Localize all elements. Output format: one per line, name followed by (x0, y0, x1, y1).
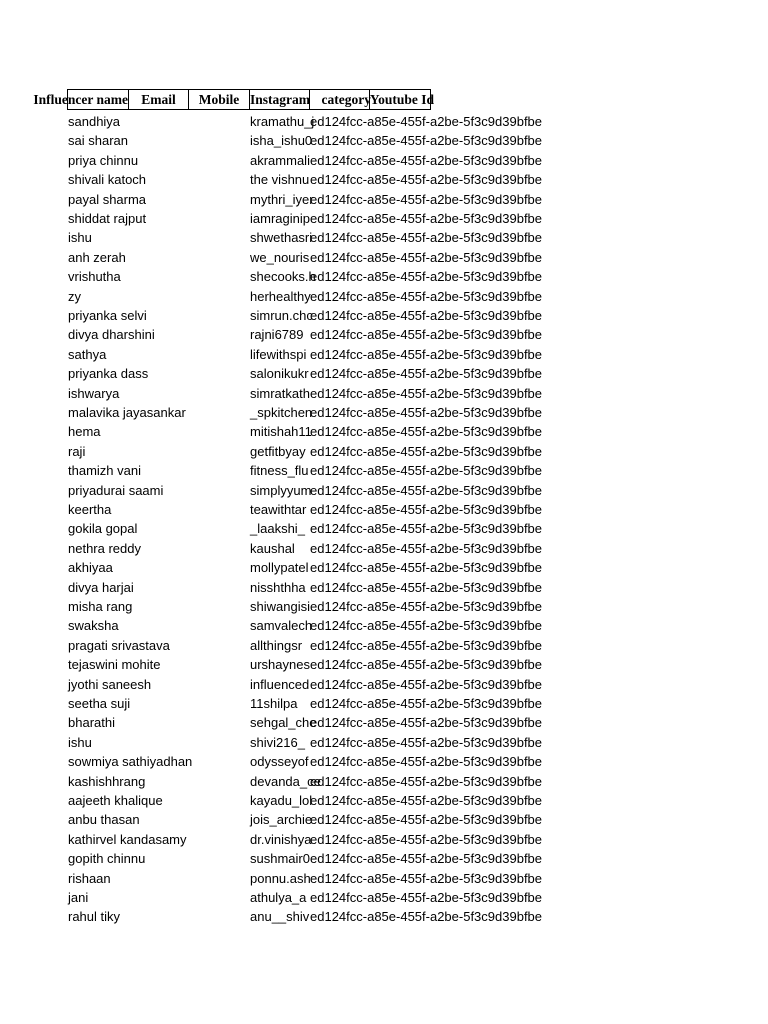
cell-instagram: shwethasri (250, 230, 313, 246)
cell-instagram: shivi216_ (250, 734, 305, 750)
cell-influencer-name: shiddat rajput (68, 211, 147, 226)
cell-instagram: rajni6789 (250, 327, 304, 343)
table-row (0, 481, 768, 500)
cell-influencer-name: gokila gopal (68, 521, 138, 537)
table-row (0, 403, 768, 422)
cell-influencer-name: kashishhrang (68, 773, 146, 789)
cell-influencer-name: keertha (68, 502, 112, 517)
table-row (0, 558, 768, 577)
cell-category: ed124fcc-a85e-455f-a2be-5f3c9d39bfbe (310, 909, 543, 925)
cell-instagram: jois_archie (250, 812, 313, 828)
cell-instagram: salonikukr (250, 366, 309, 382)
cell-instagram: getfitbyay (250, 443, 306, 459)
header-category (309, 89, 370, 110)
cell-instagram: mollypatel (250, 560, 309, 576)
cell-influencer-name: rishaan (68, 870, 111, 886)
table-row (0, 791, 768, 810)
cell-category: ed124fcc-a85e-455f-a2be-5f3c9d39bfbe (310, 579, 543, 595)
table-row (0, 694, 768, 713)
cell-instagram: simratkath (250, 385, 310, 401)
table-row (0, 733, 768, 752)
cell-influencer-name: priyanka dass (68, 366, 149, 382)
table-row (0, 713, 768, 732)
cell-instagram: akrammali (250, 152, 310, 168)
cell-category: ed124fcc-a85e-455f-a2be-5f3c9d39bfbe (310, 482, 543, 498)
cell-instagram: urshaynes (250, 657, 310, 673)
cell-influencer-name: ishu (68, 230, 92, 246)
cell-instagram: _laakshi_ (250, 521, 305, 537)
table-row (0, 306, 768, 325)
table-row (0, 675, 768, 694)
table-row (0, 190, 768, 209)
cell-influencer-name: anbu thasan (68, 812, 140, 828)
table-row (0, 500, 768, 519)
table-row (0, 287, 768, 306)
cell-influencer-name: raji (68, 443, 86, 459)
table-row (0, 578, 768, 597)
cell-influencer-name: seetha suji (68, 696, 131, 711)
cell-category: ed124fcc-a85e-455f-a2be-5f3c9d39bfbe (310, 773, 543, 789)
cell-category: ed124fcc-a85e-455f-a2be-5f3c9d39bfbe (310, 385, 543, 401)
header-youtube-id (369, 89, 434, 110)
table-row (0, 519, 768, 538)
cell-instagram: _spkitchen (250, 405, 313, 420)
cell-category: ed124fcc-a85e-455f-a2be-5f3c9d39bfbe (310, 502, 543, 517)
cell-instagram: kayadu_lol (250, 793, 313, 808)
cell-influencer-name: sandhiya (68, 114, 121, 129)
table-row (0, 597, 768, 616)
cell-category: ed124fcc-a85e-455f-a2be-5f3c9d39bfbe (310, 540, 543, 556)
cell-influencer-name: kathirvel kandasamy (68, 831, 187, 847)
cell-instagram: simrun.chc (250, 308, 313, 323)
cell-category: ed124fcc-a85e-455f-a2be-5f3c9d39bfbe (310, 288, 543, 304)
cell-influencer-name: bharathi (68, 715, 115, 731)
cell-instagram: we_nouris (250, 249, 310, 265)
cell-instagram: mitishah11 (250, 424, 312, 440)
cell-influencer-name: gopith chinnu (68, 851, 146, 867)
table-row (0, 810, 768, 829)
table-row (0, 209, 768, 228)
cell-instagram: shecooks.h (250, 269, 316, 285)
table-row (0, 442, 768, 461)
cell-category: ed124fcc-a85e-455f-a2be-5f3c9d39bfbe (310, 715, 543, 731)
cell-influencer-name: ishu (68, 734, 92, 750)
cell-influencer-name: payal sharma (68, 191, 147, 207)
cell-category: ed124fcc-a85e-455f-a2be-5f3c9d39bfbe (310, 637, 543, 653)
cell-instagram: ponnu.ash (250, 870, 311, 886)
table-row (0, 752, 768, 771)
cell-category: ed124fcc-a85e-455f-a2be-5f3c9d39bfbe (310, 599, 543, 614)
cell-influencer-name: jani (68, 890, 89, 905)
header-influencer-name-text: Influencer name (33, 92, 128, 107)
table-row (0, 539, 768, 558)
table-row (0, 772, 768, 791)
cell-instagram: samvalech (250, 618, 313, 634)
table-row (0, 616, 768, 635)
cell-category: ed124fcc-a85e-455f-a2be-5f3c9d39bfbe (310, 890, 543, 905)
cell-category: ed124fcc-a85e-455f-a2be-5f3c9d39bfbe (310, 211, 543, 226)
cell-instagram: sushmair0 (250, 851, 310, 867)
cell-category: ed124fcc-a85e-455f-a2be-5f3c9d39bfbe (310, 754, 543, 770)
table-row (0, 849, 768, 868)
cell-instagram: athulya_a (250, 890, 307, 905)
cell-influencer-name: sai sharan (68, 133, 128, 149)
table-row (0, 131, 768, 150)
cell-category: ed124fcc-a85e-455f-a2be-5f3c9d39bfbe (310, 133, 543, 149)
cell-instagram: teawithtar (250, 502, 307, 517)
cell-influencer-name: priyanka selvi (68, 308, 147, 323)
cell-instagram: isha_ishu0 (250, 133, 313, 149)
cell-influencer-name: swaksha (68, 618, 119, 634)
cell-influencer-name: shivali katoch (68, 172, 147, 188)
cell-instagram: simplyyum (250, 482, 312, 498)
table-row (0, 888, 768, 907)
cell-influencer-name: zy (68, 288, 81, 304)
cell-influencer-name: anh zerah (68, 249, 126, 265)
cell-instagram: 11shilpa (250, 696, 298, 711)
cell-category: ed124fcc-a85e-455f-a2be-5f3c9d39bfbe (310, 812, 543, 828)
cell-category: ed124fcc-a85e-455f-a2be-5f3c9d39bfbe (310, 560, 543, 576)
cell-instagram: iamraginip (250, 211, 310, 226)
cell-influencer-name: sathya (68, 346, 107, 362)
cell-influencer-name: jyothi saneesh (68, 676, 152, 692)
header-youtube-id-text: Youtube Id (369, 92, 434, 107)
table-row (0, 422, 768, 441)
table-row (0, 830, 768, 849)
cell-category: ed124fcc-a85e-455f-a2be-5f3c9d39bfbe (310, 152, 543, 168)
table-row (0, 364, 768, 383)
table-row (0, 170, 768, 189)
cell-category: ed124fcc-a85e-455f-a2be-5f3c9d39bfbe (310, 870, 543, 886)
cell-instagram: shiwangisi (250, 599, 310, 614)
table-row (0, 384, 768, 403)
cell-instagram: the vishnu (250, 172, 310, 188)
cell-category: ed124fcc-a85e-455f-a2be-5f3c9d39bfbe (310, 249, 543, 265)
header-instagram-text: Instagram (250, 92, 310, 107)
cell-influencer-name: priyadurai saami (68, 482, 164, 498)
cell-influencer-name: vrishutha (68, 269, 121, 285)
cell-instagram: anu__shiv (250, 909, 310, 925)
cell-category: ed124fcc-a85e-455f-a2be-5f3c9d39bfbe (310, 424, 543, 440)
cell-category: ed124fcc-a85e-455f-a2be-5f3c9d39bfbe (310, 114, 543, 129)
cell-category: ed124fcc-a85e-455f-a2be-5f3c9d39bfbe (310, 831, 543, 847)
cell-instagram: odysseyof (250, 754, 309, 770)
table-row (0, 345, 768, 364)
cell-category: ed124fcc-a85e-455f-a2be-5f3c9d39bfbe (310, 191, 543, 207)
cell-influencer-name: pragati srivastava (68, 637, 170, 653)
cell-influencer-name: misha rang (68, 599, 133, 614)
cell-category: ed124fcc-a85e-455f-a2be-5f3c9d39bfbe (310, 521, 543, 537)
cell-category: ed124fcc-a85e-455f-a2be-5f3c9d39bfbe (310, 308, 543, 323)
cell-category: ed124fcc-a85e-455f-a2be-5f3c9d39bfbe (310, 366, 543, 382)
cell-influencer-name: hema (68, 424, 101, 440)
cell-instagram: sehgal_che (250, 715, 317, 731)
cell-category: ed124fcc-a85e-455f-a2be-5f3c9d39bfbe (310, 676, 543, 692)
header-email-text: Email (141, 92, 176, 107)
table-row (0, 655, 768, 674)
cell-influencer-name: divya harjai (68, 579, 134, 595)
cell-influencer-name: ishwarya (68, 385, 120, 401)
cell-category: ed124fcc-a85e-455f-a2be-5f3c9d39bfbe (310, 734, 543, 750)
table-header (33, 89, 667, 110)
cell-instagram: dr.vinishya (250, 831, 312, 847)
cell-instagram: herhealthy (250, 288, 311, 304)
cell-category: ed124fcc-a85e-455f-a2be-5f3c9d39bfbe (310, 851, 543, 867)
table-row (0, 869, 768, 888)
cell-instagram: devanda_ce (250, 773, 321, 789)
cell-instagram: kaushal (250, 540, 295, 556)
cell-category: ed124fcc-a85e-455f-a2be-5f3c9d39bfbe (310, 793, 543, 808)
cell-category: ed124fcc-a85e-455f-a2be-5f3c9d39bfbe (310, 269, 543, 285)
table-row (0, 112, 768, 131)
header-instagram (249, 89, 310, 110)
header-mobile (188, 89, 250, 110)
table-row (0, 228, 768, 247)
cell-category: ed124fcc-a85e-455f-a2be-5f3c9d39bfbe (310, 346, 543, 362)
header-influencer-name (33, 89, 129, 110)
table-row (0, 151, 768, 170)
table-row (0, 636, 768, 655)
cell-category: ed124fcc-a85e-455f-a2be-5f3c9d39bfbe (310, 696, 543, 711)
cell-instagram: mythri_iyer (250, 191, 314, 207)
cell-category: ed124fcc-a85e-455f-a2be-5f3c9d39bfbe (310, 618, 543, 634)
header-mobile-text: Mobile (198, 92, 240, 107)
header-email (128, 89, 189, 110)
cell-influencer-name: priya chinnu (68, 152, 139, 168)
cell-instagram: fitness_flu (250, 463, 309, 479)
table-row (0, 267, 768, 286)
cell-category: ed124fcc-a85e-455f-a2be-5f3c9d39bfbe (310, 327, 543, 343)
table-row (0, 461, 768, 480)
table-row (0, 325, 768, 344)
cell-category: ed124fcc-a85e-455f-a2be-5f3c9d39bfbe (310, 443, 543, 459)
cell-category: ed124fcc-a85e-455f-a2be-5f3c9d39bfbe (310, 463, 543, 479)
cell-instagram: lifewithspi (250, 346, 307, 362)
cell-category: ed124fcc-a85e-455f-a2be-5f3c9d39bfbe (310, 405, 543, 420)
cell-category: ed124fcc-a85e-455f-a2be-5f3c9d39bfbe (310, 657, 543, 673)
table-row (0, 248, 768, 267)
table-row (0, 907, 768, 926)
cell-influencer-name: akhiyaa (68, 560, 113, 576)
cell-influencer-name: thamizh vani (68, 463, 141, 479)
cell-influencer-name: nethra reddy (68, 540, 141, 556)
cell-instagram: nisshthha (250, 579, 306, 595)
cell-influencer-name: malavika jayasankar (68, 405, 186, 420)
cell-influencer-name: sowmiya sathiyadhan (68, 754, 193, 770)
header-category-text: category (321, 92, 371, 107)
cell-instagram: kramathu_j (250, 114, 315, 129)
cell-influencer-name: aajeeth khalique (68, 793, 163, 808)
cell-influencer-name: rahul tiky (68, 909, 121, 925)
cell-influencer-name: tejaswini mohite (68, 657, 161, 673)
cell-influencer-name: divya dharshini (68, 327, 155, 343)
cell-category: ed124fcc-a85e-455f-a2be-5f3c9d39bfbe (310, 230, 543, 246)
cell-category: ed124fcc-a85e-455f-a2be-5f3c9d39bfbe (310, 172, 543, 188)
cell-instagram: influenced (250, 676, 310, 692)
cell-instagram: allthingsr (250, 637, 303, 653)
